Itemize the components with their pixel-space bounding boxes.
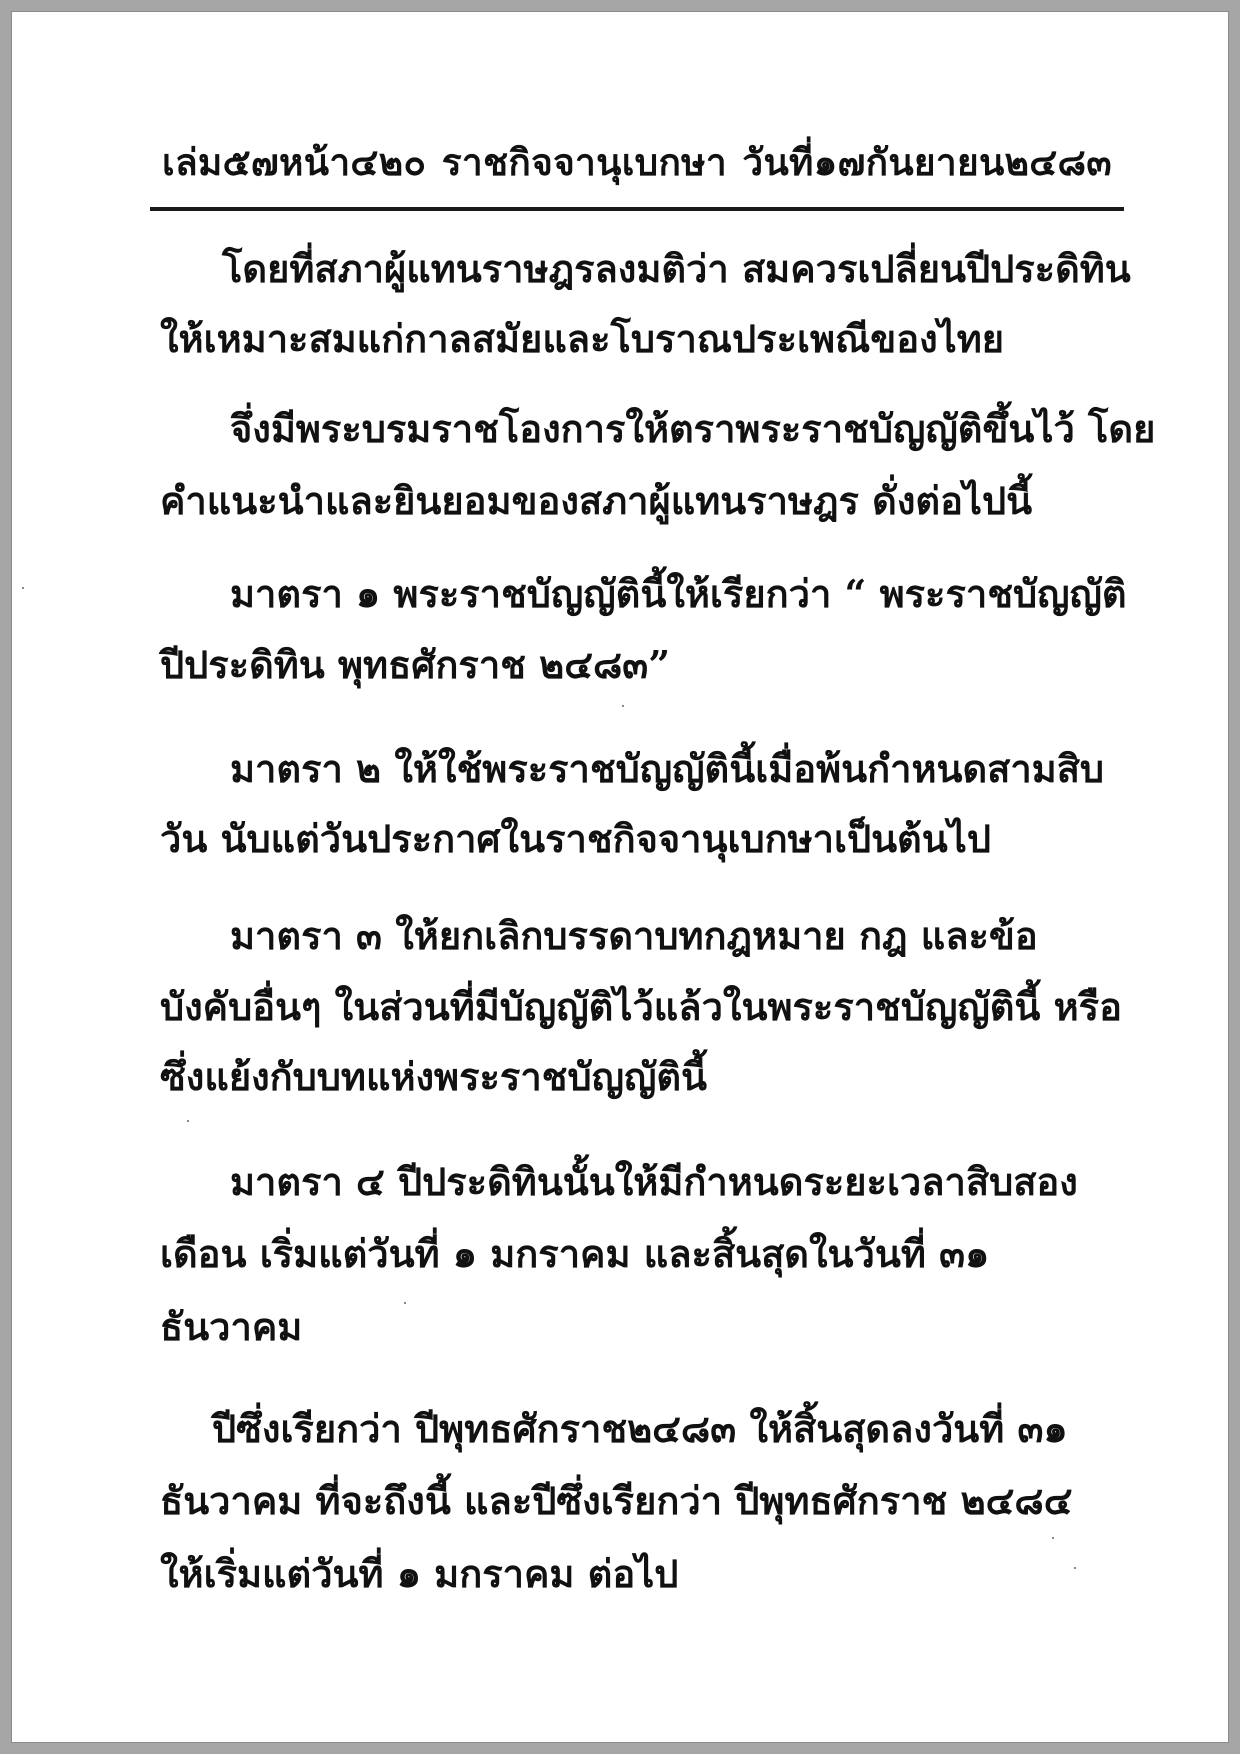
body-line: จึ่งมีพระบรมราชโองการให้ตราพระราชบัญญัติขึ้นไว้ โดย (230, 406, 1156, 451)
body-line: ให้เริ่มแต่วันที่ ๑ มกราคม ต่อไป (160, 1551, 679, 1596)
scan-speck (1074, 1567, 1076, 1569)
scan-speck (1052, 1537, 1054, 1539)
body-line: วัน นับแต่วันประกาศในราชกิจจานุเบกษาเป็นต้นไป (160, 816, 991, 861)
body-line: โดยที่สภาผู้แทนราษฎรลงมติว่า สมควรเปลี่ยนปีประดิทิน (222, 246, 1131, 291)
body-line: บังคับอื่นๆ ในส่วนที่มีบัญญัติไว้แล้วในพระราชบัญญัตินี้ หรือ (160, 984, 1122, 1029)
body-line: เดือน เริ่มแต่วันที่ ๑ มกราคม และสิ้นสุดในวันที่ ๓๑ (160, 1231, 990, 1276)
body-line: มาตรา ๒ ให้ใช้พระราชบัญญัตินี้เมื่อพ้นกำหนดสามสิบ (230, 746, 1105, 791)
body-line: ให้เหมาะสมแก่กาลสมัยและโบราณประเพณีของไทย (160, 316, 1005, 361)
header-rule (150, 207, 1124, 211)
body-line: คำแนะนำและยินยอมของสภาผู้แทนราษฎร ดั่งต่อไปนี้ (160, 478, 1033, 523)
scan-speck (22, 587, 24, 589)
body-line: ปีซึ่งเรียกว่า ปีพุทธศักราช๒๔๘๓ ให้สิ้นสุดลงวันที่ ๓๑ (212, 1406, 1068, 1451)
body-line: ปีประดิทิน พุทธศักราช ๒๔๘๓” (160, 642, 671, 687)
body-line: ธันวาคม (160, 1304, 303, 1349)
body-line: มาตรา ๓ ให้ยกเลิกบรรดาบทกฎหมาย กฎ และข้อ (230, 913, 1038, 958)
scan-speck (622, 705, 624, 707)
body-line: มาตรา ๑ พระราชบัญญัตินี้ให้เรียกว่า “ พระราชบัญญัติ (230, 571, 1127, 616)
scan-speck (404, 1302, 406, 1304)
body-line: มาตรา ๔ ปีประดิทินนั้นให้มีกำหนดระยะเวลาสิบสอง (230, 1159, 1078, 1204)
scan-speck (187, 1120, 189, 1122)
page-header: เล่ม๕๗หน้า๔๒๐ ราชกิจจานุเบกษา วันที่๑๗กันยายน๒๔๘๓ (162, 140, 1112, 184)
document-page (12, 12, 1228, 1742)
body-line: ธันวาคม ที่จะถึงนี้ และปีซึ่งเรียกว่า ปีพุทธศักราช ๒๔๘๔ (160, 1478, 1073, 1523)
body-line: ซึ่งแย้งกับบทแห่งพระราชบัญญัตินี้ (160, 1054, 707, 1099)
